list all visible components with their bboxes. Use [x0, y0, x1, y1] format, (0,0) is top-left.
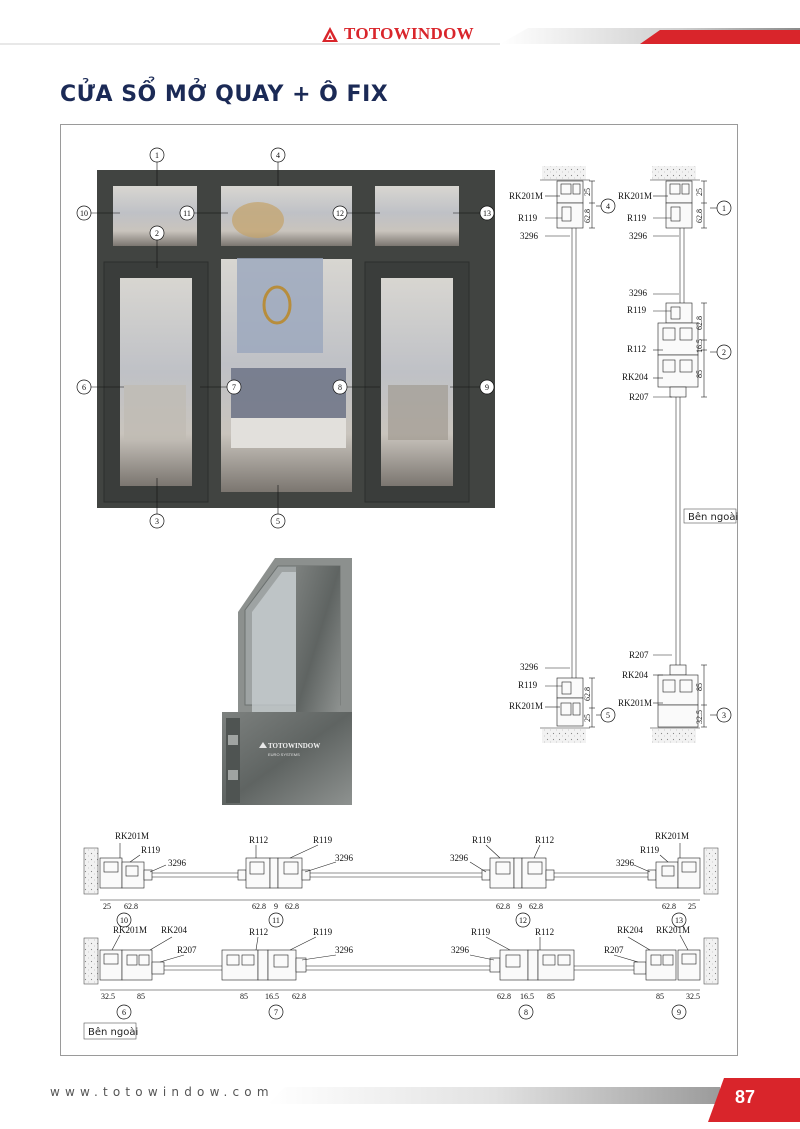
- horizontal-section-row2-labels: [84, 925, 700, 1039]
- callout-label: 7: [274, 1008, 278, 1017]
- horizontal-section-row1-labels: [103, 831, 696, 927]
- label-r207: R207: [604, 945, 624, 955]
- dim-25: 25: [695, 188, 704, 196]
- dim-85: 85: [137, 992, 145, 1001]
- callout-label: 3: [722, 711, 726, 720]
- callout-10-label: 10: [80, 209, 88, 218]
- label-r112: R112: [535, 835, 555, 845]
- dim-9: 9: [518, 902, 522, 911]
- callout-8-label: 8: [338, 383, 342, 392]
- label-r119: R119: [313, 835, 333, 845]
- dim-62-8: 62.8: [496, 902, 510, 911]
- callout-9-label: 9: [485, 383, 489, 392]
- dim-16-5: 16.5: [520, 992, 534, 1001]
- dim-62-8: 62.8: [252, 902, 266, 911]
- dim-85: 85: [547, 992, 555, 1001]
- brand-name: TOTOWINDOW: [344, 24, 474, 43]
- label-r119: R119: [518, 213, 538, 223]
- outside-label-box-row2: [84, 1023, 138, 1039]
- label-r119: R119: [313, 927, 333, 937]
- callout-1-section: [717, 201, 731, 215]
- footer-url[interactable]: www.totowindow.com: [50, 1085, 274, 1099]
- profile-3d-render: [222, 558, 352, 805]
- callout-label: 12: [519, 916, 527, 925]
- page-number: 87: [735, 1087, 756, 1107]
- glass-pane-right: [381, 278, 453, 486]
- callout-7-section: [269, 1005, 283, 1019]
- callout-7-label: 7: [232, 383, 236, 392]
- label-r112: R112: [249, 835, 269, 845]
- label-r119: R119: [471, 927, 491, 937]
- label-3296: 3296: [520, 231, 538, 241]
- dim-62-8: 62.8: [292, 992, 306, 1001]
- callout-11-section: [269, 913, 283, 927]
- label-3296: 3296: [629, 288, 647, 298]
- dim-25: 25: [103, 902, 111, 911]
- dim-16-5: 16.5: [265, 992, 279, 1001]
- callout-label: 8: [524, 1008, 528, 1017]
- outside-label-box: [684, 509, 738, 523]
- callout-2-section: [717, 345, 731, 359]
- horizontal-section-row1: [84, 843, 718, 900]
- callout-5: [271, 514, 285, 528]
- callout-4-section: [601, 199, 615, 213]
- vertical-section-right: [650, 166, 718, 743]
- callout-8-section: [519, 1005, 533, 1019]
- callout-7: [227, 380, 241, 394]
- label-r207: R207: [629, 392, 649, 402]
- label-r112: R112: [627, 344, 647, 354]
- callout-label: 5: [606, 711, 610, 720]
- label-r119: R119: [640, 845, 660, 855]
- label-3296: 3296: [520, 662, 538, 672]
- callout-label: 6: [122, 1008, 126, 1017]
- label-r119: R119: [627, 213, 647, 223]
- label-r112: R112: [535, 927, 555, 937]
- callout-3-label: 3: [155, 517, 159, 526]
- outside-label: Bên ngoài: [688, 512, 739, 523]
- callout-12-label: 12: [336, 209, 344, 218]
- dim-62-8: 62.8: [529, 902, 543, 911]
- label-r207: R207: [177, 945, 197, 955]
- footer-decoration: [268, 1078, 800, 1122]
- dim-62-8: 62.8: [497, 992, 511, 1001]
- label-3296: 3296: [629, 231, 647, 241]
- callout-label: 11: [272, 916, 280, 925]
- callout-label: 4: [606, 202, 610, 211]
- label-rk201m: RK201M: [509, 191, 544, 201]
- dim-16-5: 16.5: [695, 339, 704, 353]
- callout-8: [333, 380, 347, 394]
- label-rk201m: RK201M: [115, 831, 150, 841]
- callout-label: 1: [722, 204, 726, 213]
- dim-62-8: 62.8: [285, 902, 299, 911]
- dim-62-8: 62.8: [583, 687, 592, 701]
- callout-6-section: [117, 1005, 131, 1019]
- horizontal-section-row2: [84, 935, 718, 990]
- callout-9: [480, 380, 494, 394]
- dim-85: 85: [240, 992, 248, 1001]
- dim-25: 25: [583, 714, 592, 722]
- label-rk204: RK204: [622, 670, 649, 680]
- label-3296: 3296: [450, 853, 468, 863]
- vertical-section-left-labels: [509, 188, 615, 722]
- callout-10: [77, 206, 91, 220]
- page-title: CỬA SỔ MỞ QUAY + Ô FIX: [60, 82, 389, 107]
- label-3296: 3296: [335, 853, 353, 863]
- outside-label: Bên ngoài: [88, 1027, 139, 1038]
- render-logo-text: TOTOWINDOW: [268, 742, 321, 750]
- dim-25: 25: [583, 188, 592, 196]
- callout-6-label: 6: [82, 383, 86, 392]
- callout-5-section: [601, 708, 615, 722]
- callout-3: [150, 514, 164, 528]
- dim-85: 85: [656, 992, 664, 1001]
- label-rk204: RK204: [161, 925, 188, 935]
- glass-pane-left: [120, 278, 192, 486]
- dim-25: 25: [688, 902, 696, 911]
- label-r119: R119: [518, 680, 538, 690]
- window-elevation: [97, 170, 495, 508]
- callout-label: 2: [722, 348, 726, 357]
- dim-62-8: 62.8: [695, 209, 704, 223]
- dim-62-8: 62.8: [695, 316, 704, 330]
- label-r207: R207: [629, 650, 649, 660]
- label-r112: R112: [249, 927, 269, 937]
- callout-1-label: 1: [155, 151, 159, 160]
- dim-85: 85: [695, 683, 704, 691]
- label-3296: 3296: [168, 858, 186, 868]
- vertical-section-right-labels: [618, 188, 738, 724]
- glass-pane-12: [375, 186, 459, 246]
- callout-4: [271, 148, 285, 162]
- callout-5-label: 5: [276, 517, 280, 526]
- label-rk201m: RK201M: [655, 831, 690, 841]
- dim-62-8: 62.8: [583, 209, 592, 223]
- callout-2: [150, 226, 164, 240]
- label-rk204: RK204: [617, 925, 644, 935]
- label-rk204: RK204: [622, 372, 649, 382]
- callout-1: [150, 148, 164, 162]
- dim-85: 85: [695, 370, 704, 378]
- callout-2-label: 2: [155, 229, 159, 238]
- callout-9-section: [672, 1005, 686, 1019]
- label-rk201m: RK201M: [656, 925, 691, 935]
- label-rk201m: RK201M: [618, 191, 653, 201]
- callout-11: [180, 206, 194, 220]
- label-3296: 3296: [616, 858, 634, 868]
- callout-13: [480, 206, 494, 220]
- callout-4-label: 4: [276, 151, 280, 160]
- label-3296: 3296: [451, 945, 469, 955]
- callout-11-label: 11: [183, 209, 191, 218]
- label-3296: 3296: [335, 945, 353, 955]
- label-r119: R119: [141, 845, 161, 855]
- dim-32-5: 32.5: [686, 992, 700, 1001]
- dim-9: 9: [274, 902, 278, 911]
- dim-32-5: 32.5: [101, 992, 115, 1001]
- callout-13-label: 13: [483, 209, 491, 218]
- vertical-section-left: [540, 166, 602, 743]
- label-rk201m: RK201M: [113, 925, 148, 935]
- render-tagline: EURO SYSTEMS: [268, 752, 300, 757]
- callout-label: 13: [675, 916, 683, 925]
- callout-12: [333, 206, 347, 220]
- label-rk201m: RK201M: [618, 698, 653, 708]
- callout-3-section: [717, 708, 731, 722]
- label-r119: R119: [472, 835, 492, 845]
- callout-label: 10: [120, 916, 128, 925]
- callout-6: [77, 380, 91, 394]
- callout-12-section: [516, 913, 530, 927]
- dim-62-8: 62.8: [124, 902, 138, 911]
- label-r119: R119: [627, 305, 647, 315]
- dim-62-8: 62.8: [662, 902, 676, 911]
- callout-label: 9: [677, 1008, 681, 1017]
- dim-32-5: 32.5: [695, 710, 704, 724]
- label-rk201m: RK201M: [509, 701, 544, 711]
